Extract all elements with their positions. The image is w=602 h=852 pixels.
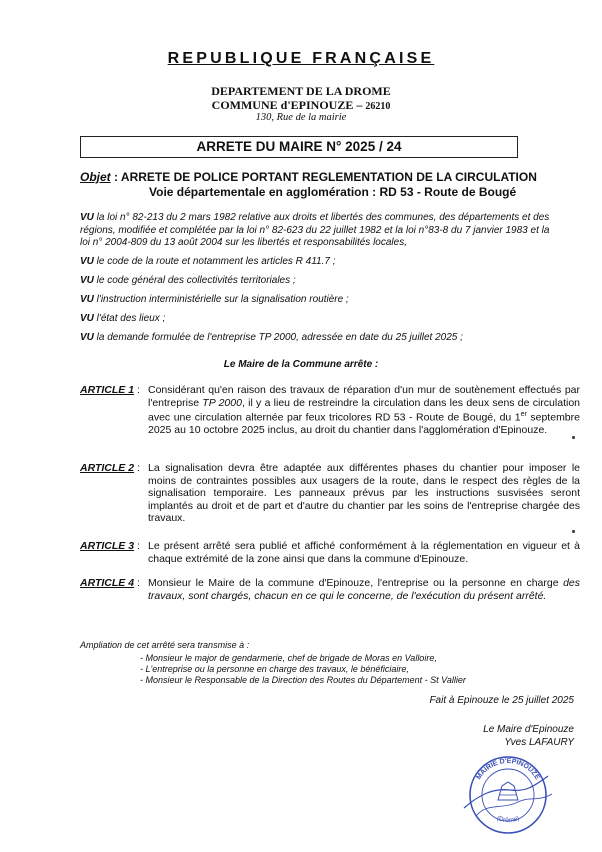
commune-name: COMMUNE d'EPINOUZE – <box>211 98 363 112</box>
objet-line-2: Voie départementale en agglomération : RD 53 - Route de Bougé <box>149 184 517 199</box>
article-colon: : <box>137 462 140 474</box>
article-1-label: ARTICLE 1 <box>80 384 135 396</box>
margin-mark <box>572 530 575 533</box>
article-3-label: ARTICLE 3 <box>80 540 135 552</box>
article-1-text: Considérant qu'en raison des travaux de réparation d'un mur de soutènement effectués par l'entreprise TP 2000, il y a lieu de restreindre la circulation dans les deux sens de circulation avec une circulation alternée par feux tricolores RD 53 - Route de Bougé, du 1er septembre 2025 au 10 octobre 2025 inclus, au droit du chantier dans l'agglomération d'Epinouze. <box>148 384 580 436</box>
signature-name: Yves LAFAURY <box>504 736 574 748</box>
mairie-address: 130, Rue de la mairie <box>255 112 347 123</box>
list-item: - Monsieur le major de gendarmerie, chef de brigade de Moras en Valloire, <box>140 653 437 663</box>
vu-item: VU l'instruction interministérielle sur la signalisation routière ; <box>80 294 349 305</box>
article-colon: : <box>137 540 140 552</box>
stamp-bottom-text: (Drôme) <box>495 814 521 825</box>
vu-item: VU l'état des lieux ; <box>80 313 166 324</box>
mairie-stamp <box>458 750 558 840</box>
arrete-title-box: ARRETE DU MAIRE N° 2025 / 24 <box>80 136 518 158</box>
svg-text:(Drôme) <box>496 815 521 824</box>
objet-block <box>80 170 537 199</box>
objet-title: : ARRETE DE POLICE PORTANT REGLEMENTATION DE LA CIRCULATION <box>114 170 537 184</box>
vu-item: VU la demande formulée de l'entreprise TP 2000, adressée en date du 25 juillet 2025 ; <box>80 332 463 343</box>
article-colon: : <box>137 577 140 589</box>
article-colon: : <box>137 384 140 396</box>
list-item: - Monsieur le Responsable de la Direction des Routes du Département - St Vallier <box>140 675 466 685</box>
article-2-text: La signalisation devra être adaptée aux différentes phases du chantier pour imposer le moins de contraintes possibles aux usagers de la route, dans le respect des règles de la signalisation temporaire. Les panneaux prévus par les instructions susvisées seront implantés au droit et de part et d'autre du chantier par les soins de l'entreprise chargée des travaux. <box>148 462 580 524</box>
fait-a-line: Fait à Epinouze le 25 juillet 2025 <box>429 695 574 706</box>
vu-item: VU le code de la route et notamment les articles R 411.7 ; <box>80 256 336 267</box>
signature-title: Le Maire d'Epinouze <box>483 724 574 735</box>
postal-code: 26210 <box>365 101 391 112</box>
stamp-top-text: MAIRIE D'EPINOUZE <box>475 757 541 781</box>
article-3-text: Le présent arrêté sera publié et affiché conformément à la réglementation en vigueur et à chaque extrémité de la zone ainsi que dans la commune d'Epinouze. <box>148 540 580 565</box>
ampliation-list <box>140 653 466 686</box>
article-4-label: ARTICLE 4 <box>80 577 135 589</box>
objet-label: Objet <box>80 170 111 184</box>
article-2-label: ARTICLE 2 <box>80 462 135 474</box>
list-item: - L'entreprise ou la personne en charge des travaux, le bénéficiaire, <box>140 664 409 674</box>
department-header <box>0 84 602 114</box>
svg-text:MAIRIE D'EPINOUZE <box>475 758 540 781</box>
vu-item: VU le code général des collectivités territoriales ; <box>80 275 296 286</box>
republique-heading: REPUBLIQUE FRANÇAISE <box>167 50 435 67</box>
signature-block <box>483 724 574 749</box>
objet-line-1 <box>80 170 537 185</box>
margin-mark <box>572 436 575 439</box>
department-name: DEPARTEMENT DE LA DROME <box>211 84 391 98</box>
vu-item: VU la loi n° 82-213 du 2 mars 1982 relative aux droits et libertés des communes, des départements et des régions, modifiée et complétée par la loi n° 82-623 du 22 juillet 1982 et la loi n°83-8 du 7 janvier 1983 et la loi n° 2004-809 du 13 août 2004 sur les libertés et responsabilités locales, <box>80 212 550 248</box>
article-4-text: Monsieur le Maire de la commune d'Epinouze, l'entreprise ou la personne en charge des travaux, sont chargés, chacun en ce qui le concerne, de l'exécution du présent arrêté. <box>148 577 580 602</box>
maire-arrete-heading: Le Maire de la Commune arrête : <box>223 359 379 370</box>
ampliation-intro: Ampliation de cet arrêté sera transmise à : <box>80 640 250 650</box>
